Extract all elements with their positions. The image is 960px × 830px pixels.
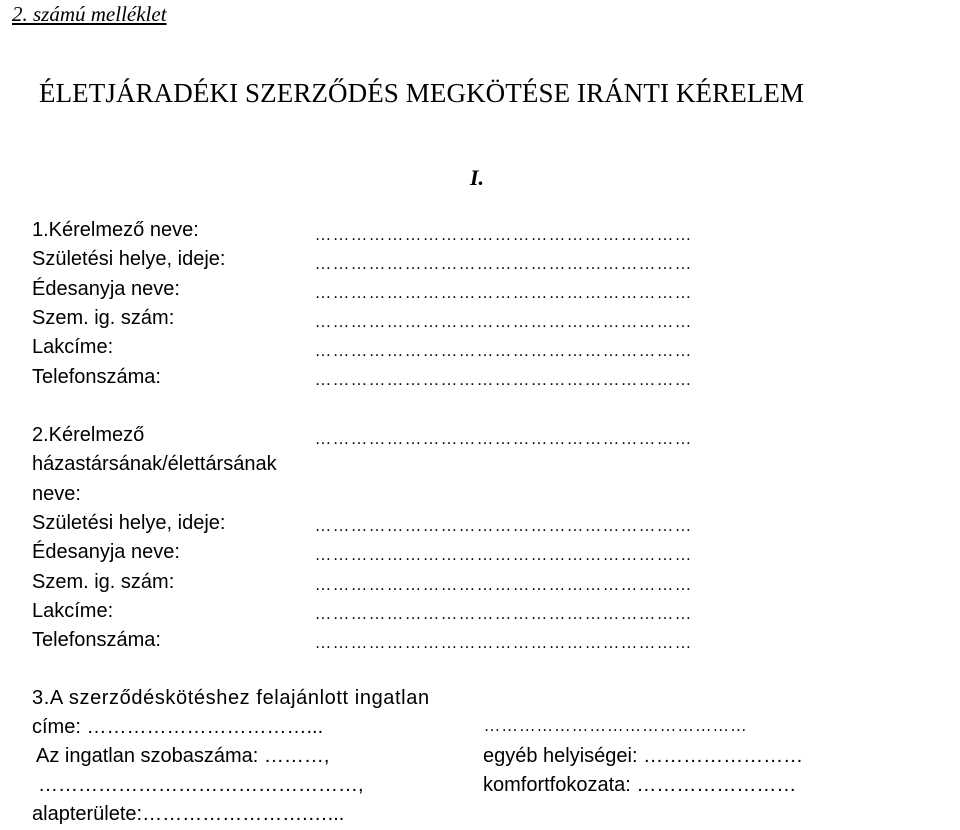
applicant1-phone-field[interactable]: ………………………………………………………	[315, 372, 693, 389]
applicant2-mother-label: Édesanyja neve:	[32, 541, 180, 563]
applicant2-birth-field[interactable]: ………………………………………………………	[315, 518, 693, 535]
applicant1-address-field[interactable]: ………………………………………………………	[315, 343, 693, 360]
applicant1-mother-field[interactable]: ………………………………………………………	[315, 285, 693, 302]
applicant2-mother-field[interactable]: ………………………………………………………	[315, 547, 693, 564]
applicant2-address-label: Lakcíme:	[32, 600, 114, 622]
applicant1-name-label: 1.Kérelmező neve:	[32, 219, 199, 241]
annex-label: 2. számú melléklet	[12, 2, 167, 26]
applicant2-phone-field[interactable]: ………………………………………………………	[315, 635, 693, 652]
applicant2-name-label-line3: neve:	[32, 483, 81, 505]
applicant1-name-field[interactable]: ………………………………………………………	[315, 227, 693, 244]
applicant2-name-field[interactable]: ………………………………………………………	[315, 431, 693, 448]
applicant2-id-field[interactable]: ………………………………………………………	[315, 577, 693, 594]
property-other-rooms-field[interactable]: egyéb helyiségei: ……………………	[483, 745, 804, 767]
property-comfort-field[interactable]: komfortfokozata: ……………………	[483, 774, 797, 796]
applicant2-phone-label: Telefonszáma:	[32, 629, 161, 651]
applicant2-name-label-line1: 2.Kérelmező	[32, 424, 145, 446]
section-number: I.	[470, 165, 485, 190]
applicant1-phone-label: Telefonszáma:	[32, 366, 161, 388]
applicant2-address-field[interactable]: ………………………………………………………	[315, 606, 693, 623]
property-area-field[interactable]: alapterülete:…………………….…...	[32, 803, 345, 825]
property-heading: 3.A szerződéskötéshez felajánlott ingatlan	[32, 687, 430, 709]
page-title: ÉLETJÁRADÉKI SZERZŐDÉS MEGKÖTÉSE IRÁNTI KÉRELEM	[39, 78, 805, 108]
property-address-field[interactable]: címe: ……………………………...	[32, 716, 324, 738]
applicant1-address-label: Lakcíme:	[32, 336, 114, 358]
property-extra-field[interactable]: …………………………………………,	[38, 774, 364, 796]
applicant2-id-label: Szem. ig. szám:	[32, 571, 175, 593]
applicant2-birth-label: Születési helye, ideje:	[32, 512, 226, 534]
applicant1-birth-label: Születési helye, ideje:	[32, 248, 226, 270]
applicant1-birth-field[interactable]: ………………………………………………………	[315, 256, 693, 273]
applicant1-id-label: Szem. ig. szám:	[32, 307, 175, 329]
applicant1-mother-label: Édesanyja neve:	[32, 278, 180, 300]
applicant1-id-field[interactable]: ………………………………………………………	[315, 314, 693, 331]
property-address-field-continued[interactable]: ………………………………………	[484, 718, 748, 735]
property-rooms-field[interactable]: Az ingatlan szobaszáma: ………,	[36, 745, 330, 767]
applicant2-name-label-line2: házastársának/élettársának	[32, 453, 277, 475]
